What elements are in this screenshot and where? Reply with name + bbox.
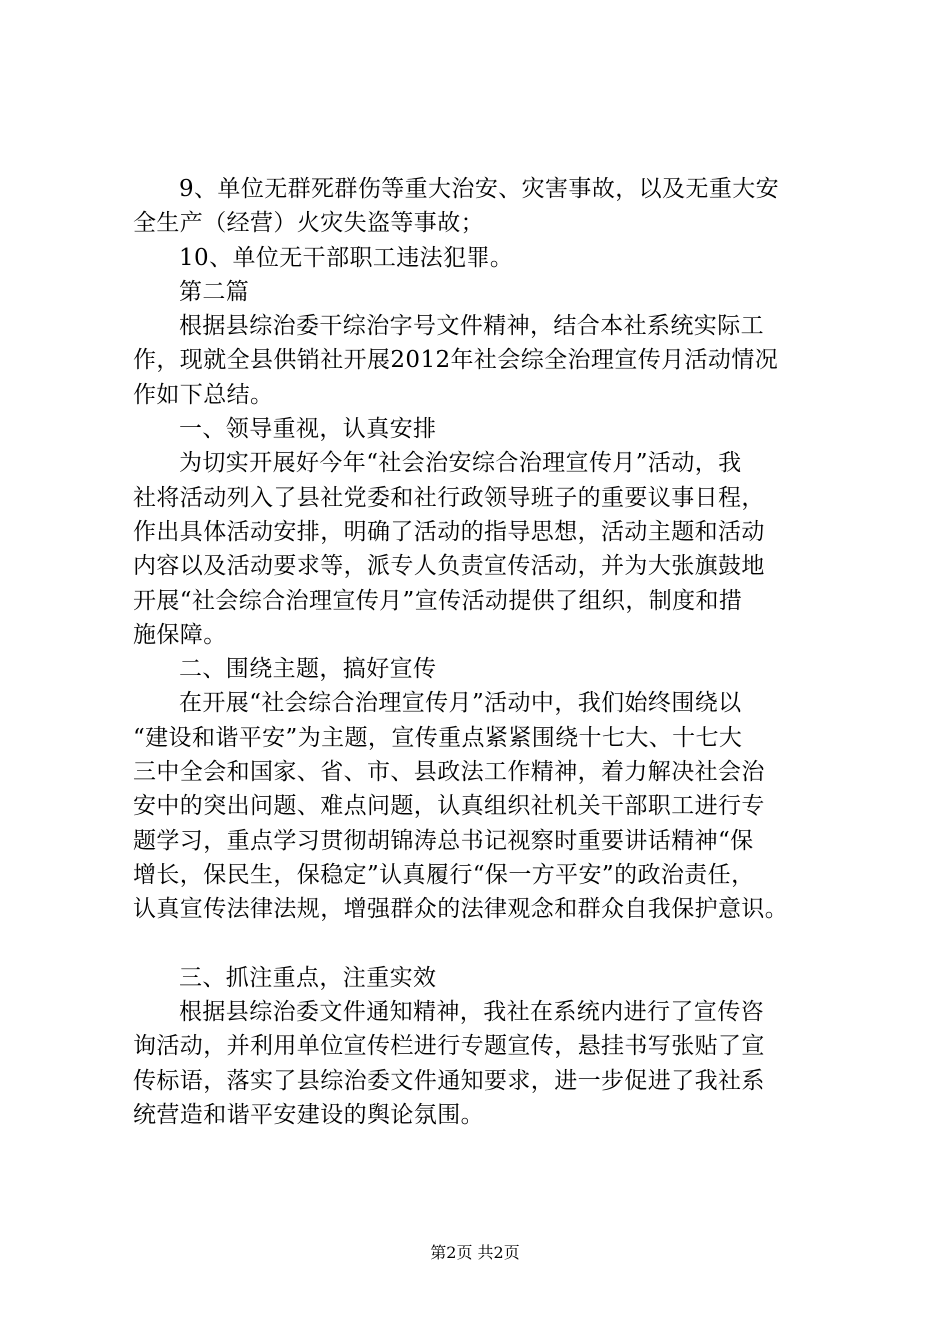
paragraph-line: 内容以及活动要求等，派专人负责宣传活动，并为大张旗鼓地	[133, 553, 765, 580]
paragraph-line: 社将活动列入了县社党委和社行政领导班子的重要议事日程，	[133, 484, 765, 511]
paragraph-line: 统营造和谐平安建设的舆论氛围。	[133, 1102, 484, 1129]
paragraph-line: 三中全会和国家、省、市、县政法工作精神，着力解决社会治	[133, 759, 765, 786]
paragraph-line: 全生产（经营）火灾失盗等事故；	[133, 210, 484, 237]
section-heading: 三、抓注重点，注重实效	[179, 964, 437, 991]
paragraph-line: 根据县综治委干综治字号文件精神，结合本社系统实际工	[179, 313, 764, 340]
paragraph-line: 作出具体活动安排，明确了活动的指导思想，活动主题和活动	[133, 518, 765, 545]
paragraph-line: 为切实开展好今年“社会治安综合治理宣传月”活动，我	[179, 450, 742, 477]
paragraph-line: 作，现就全县供销社开展2012年社会综全治理宣传月活动情况	[133, 347, 779, 374]
paragraph-line: 在开展“社会综合治理宣传月”活动中，我们始终围绕以	[179, 690, 742, 717]
paragraph-line: 开展“社会综合治理宣传月”宣传活动提供了组织，制度和措	[133, 587, 743, 614]
paragraph-line: 作如下总结。	[133, 381, 274, 408]
paragraph-line: 根据县综治委文件通知精神，我社在系统内进行了宣传咨	[179, 999, 764, 1026]
paragraph-line: 认真宣传法律法规，增强群众的法律观念和群众自我保护意识。	[133, 896, 789, 923]
paragraph-line: 题学习，重点学习贯彻胡锦涛总书记视察时重要讲话精神“保	[133, 827, 754, 854]
blank-line	[133, 927, 833, 961]
section-heading: 第二篇	[179, 278, 250, 305]
paragraph-line: 10、单位无干部职工违法犯罪。	[179, 244, 514, 271]
section-heading: 二、围绕主题，搞好宣传	[179, 656, 437, 683]
section-heading: 一、领导重视，认真安排	[179, 416, 437, 443]
paragraph-line: 安中的突出问题、难点问题，认真组织社机关干部职工进行专	[133, 793, 765, 820]
paragraph-line: 询活动，并利用单位宣传栏进行专题宣传，悬挂书写张贴了宣	[133, 1033, 765, 1060]
document-body	[133, 172, 833, 1132]
paragraph-line: 增长，保民生，保稳定”认真履行“保一方平安”的政治责任，	[133, 861, 755, 888]
page-number-footer: 第2页 共2页	[430, 1243, 520, 1262]
paragraph-line: 9、单位无群死群伤等重大治安、灾害事故，以及无重大安	[179, 176, 780, 202]
paragraph-line: “建设和谐平安”为主题，宣传重点紧紧围绕十七大、十七大	[133, 724, 743, 751]
paragraph-line: 传标语，落实了县综治委文件通知要求，进一步促进了我社系	[133, 1067, 765, 1094]
paragraph-line: 施保障。	[133, 621, 227, 648]
